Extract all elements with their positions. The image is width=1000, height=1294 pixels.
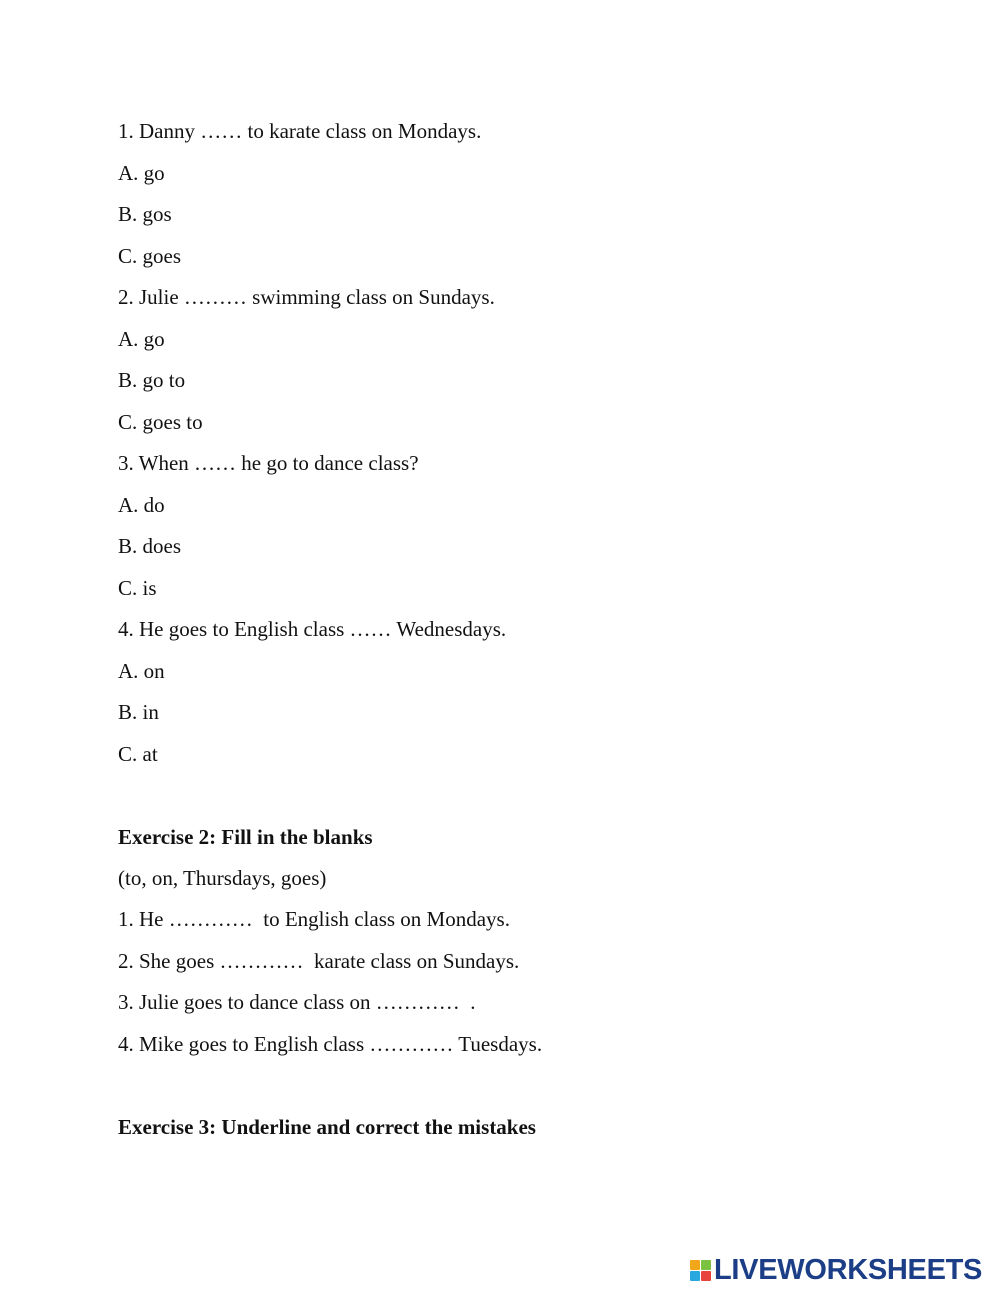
option-1a: A. go [118,161,165,185]
fill-item-1: 1. He ………… to English class on Mondays. [118,907,510,931]
option-3a: A. do [118,493,165,517]
option-3b: B. does [118,534,181,558]
logo-mark-v [690,1271,700,1281]
option-1c: C. goes [118,244,181,268]
option-2a: A. go [118,327,165,351]
question-4: 4. He goes to English class …… Wednesdays. [118,617,507,641]
option-2b: B. go to [118,368,186,392]
question-1: 1. Danny …… to karate class on Mondays. [118,119,482,143]
logo-mark-e [701,1271,711,1281]
liveworksheets-logo [690,1255,982,1285]
option-3c: C. is [118,576,157,600]
option-1b: B. gos [118,202,172,226]
question-2: 2. Julie ……… swimming class on Sundays. [118,285,495,309]
option-4a: A. on [118,659,165,683]
logo-text: LIVEWORKSHEETS [714,1253,983,1286]
logo-mark-l [690,1260,700,1270]
fill-item-4: 4. Mike goes to English class ………… Tuesdays. [118,1032,543,1056]
fill-item-3: 3. Julie goes to dance class on ………… . [118,990,476,1014]
question-3: 3. When …… he go to dance class? [118,451,419,475]
fill-item-2: 2. She goes ………… karate class on Sundays. [118,949,520,973]
exercise-3-title: Exercise 3: Underline and correct the mistakes [118,1115,536,1139]
option-2c: C. goes to [118,410,203,434]
option-4b: B. in [118,700,159,724]
logo-mark-icon [690,1260,711,1281]
exercise-2-title: Exercise 2: Fill in the blanks [118,825,373,849]
option-4c: C. at [118,742,158,766]
word-bank: (to, on, Thursdays, goes) [118,866,327,890]
logo-mark-i [701,1260,711,1270]
